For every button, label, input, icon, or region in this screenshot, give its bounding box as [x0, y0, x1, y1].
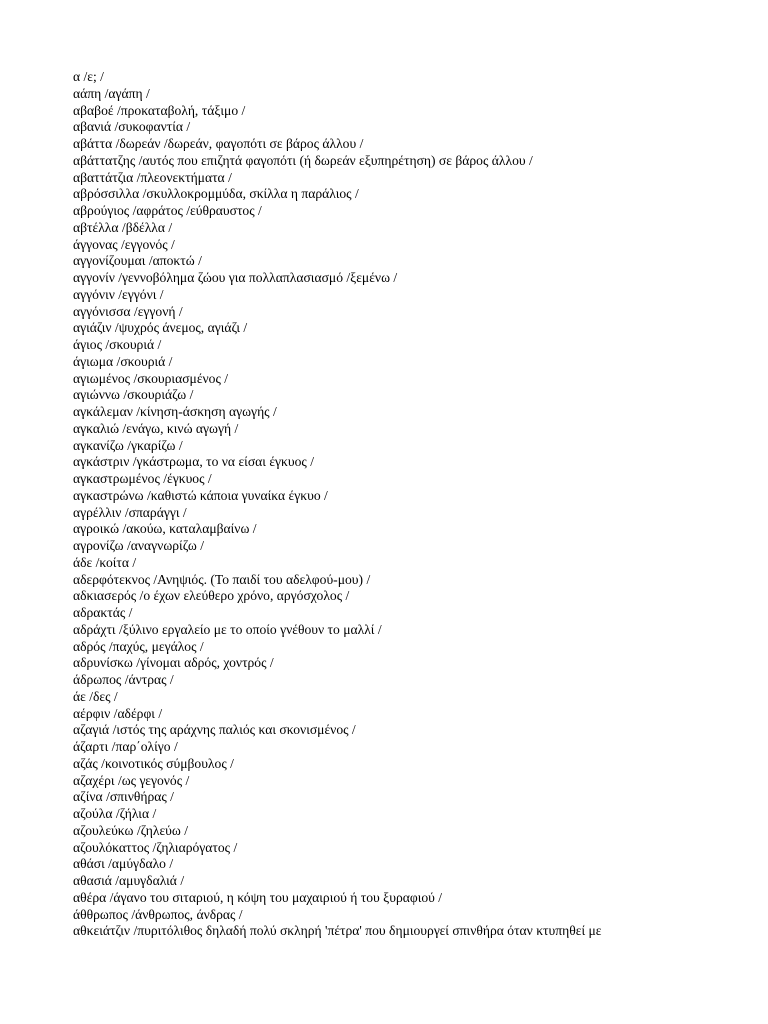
- entry-line: αγκαλιώ /ενάγω, κινώ αγωγή /: [73, 420, 239, 436]
- entry-line: αβάττατζης /αυτός που επιζητά φαγοπότι (ή δωρεάν εξυπηρέτηση) σε βάρος άλλου /: [73, 152, 533, 168]
- entry-line: αγροικώ /ακούω, καταλαμβαίνω /: [73, 521, 257, 537]
- entry-line: αβτέλλα /βδέλλα /: [73, 219, 173, 235]
- entry-line: αβανιά /συκοφαντία /: [73, 119, 191, 135]
- entry-line: αζαγιά /ιστός της αράχνης παλιός και σκονισμένος /: [73, 722, 356, 738]
- entry-line: αβρούγιος /αφράτος /εύθραυστος /: [73, 203, 262, 218]
- entry-line: αγκαστρωμένος /έγκυος /: [73, 471, 212, 486]
- entry-line: αγιώννω /σκουριάζω /: [73, 387, 194, 403]
- entry-line: αδρυνίσκω /γίνομαι αδρός, χοντρός /: [73, 655, 274, 671]
- entry-line: αάπη /αγάπη /: [73, 85, 150, 101]
- entry-line: αγγονίν /γεννοβόλημα ζώου για πολλαπλασιασμό /ξεμένω /: [73, 270, 398, 285]
- entry-line: αζουλεύκω /ζηλεύω /: [73, 822, 189, 838]
- entry-line: άζαρτι /παρ΄ολίγο /: [73, 739, 178, 754]
- entry-line: αθέρα /άγανο του σιταριού, η κόψη του μαχαιριού ή του ξυραφιού /: [73, 889, 443, 905]
- dictionary-page: [73, 69, 763, 940]
- entry-line: αέρφιν /αδέρφι /: [73, 705, 163, 721]
- entry-line: άε /δες /: [73, 688, 118, 704]
- entry-line: αγιωμένος /σκουριασμένος /: [73, 370, 229, 386]
- entry-line: άδρωπος /άντρας /: [73, 672, 174, 687]
- entry-line: αδρακτάς /: [73, 605, 133, 620]
- entry-line: αγγόνισσα /εγγονή /: [73, 303, 183, 319]
- entry-line: αθασιά /αμυγδαλιά /: [73, 873, 185, 888]
- entry-line: αθάσι /αμύγδαλο /: [73, 856, 174, 872]
- entry-line: αδερφότεκνος /Ανηψιός. (Το παιδί του αδελφού-μου) /: [73, 571, 371, 587]
- entry-line: αζούλα /ζήλια /: [73, 806, 157, 821]
- entry-line: αβαβοέ /προκαταβολή, τάξιμο /: [73, 102, 246, 118]
- entry-line: αβάττα /δωρεάν /δωρεάν, φαγοπότι σε βάρος άλλου /: [73, 136, 364, 151]
- entry-line: αζουλόκαττος /ζηλιαρόγατος /: [73, 839, 238, 855]
- entry-line: αγκάστριν /γκάστρωμα, το να είσαι έγκυος /: [73, 454, 314, 470]
- entry-line: αδρός /παχύς, μεγάλος /: [73, 638, 204, 654]
- entry-line: αδράχτι /ξύλινο εργαλείο με το οποίο γνέθουν το μαλλί /: [73, 621, 382, 637]
- entry-line: άγιος /σκουριά /: [73, 337, 162, 352]
- entry-line: άγγονας /εγγονός /: [73, 236, 175, 252]
- entry-line: άγιωμα /σκουριά /: [73, 353, 173, 369]
- entry-line: αβαττάτζια /πλεονεκτήματα /: [73, 169, 232, 185]
- entry-line: αγρονίζω /αναγνωρίζω /: [73, 538, 204, 553]
- entry-line: αγγονίζουμαι /αποκτώ /: [73, 253, 202, 269]
- entry-line: αζάς /κοινοτικός σύμβουλος /: [73, 755, 234, 771]
- entry-line: άθθρωπος /άνθρωπος, άνδρας /: [73, 906, 243, 922]
- entry-line: άδε /κοίτα /: [73, 554, 137, 570]
- entry-line: αδκιασερός /ο έχων ελεύθερο χρόνο, αργόσχολος /: [73, 588, 350, 604]
- entry-line: αγκαστρώνω /καθιστώ κάποια γυναίκα έγκυο /: [73, 487, 328, 503]
- entry-line: αζαχέρι /ως γεγονός /: [73, 772, 190, 788]
- entry-line: αζίνα /σπινθήρας /: [73, 789, 174, 805]
- entry-line: α /ε; /: [73, 69, 104, 84]
- entry-line: αθκειάτζιν /πυριτόλιθος δηλαδή πολύ σκληρή 'πέτρα' που δημιουργεί σπινθήρα όταν κτυπηθεί με: [73, 923, 602, 939]
- entry-line: αγιάζιν /ψυχρός άνεμος, αγιάζι /: [73, 320, 248, 336]
- entry-line: αγκανίζω /γκαρίζω /: [73, 437, 183, 453]
- entry-line: αβρόσσιλλα /σκυλλοκρομμύδα, σκίλλα η παράλιος /: [73, 186, 359, 202]
- entry-line: αγκάλεμαν /κίνηση-άσκηση αγωγής /: [73, 404, 277, 419]
- entry-line: αγγόνιν /εγγόνι /: [73, 286, 164, 302]
- entry-line: αγρέλλιν /σπαράγγι /: [73, 504, 187, 520]
